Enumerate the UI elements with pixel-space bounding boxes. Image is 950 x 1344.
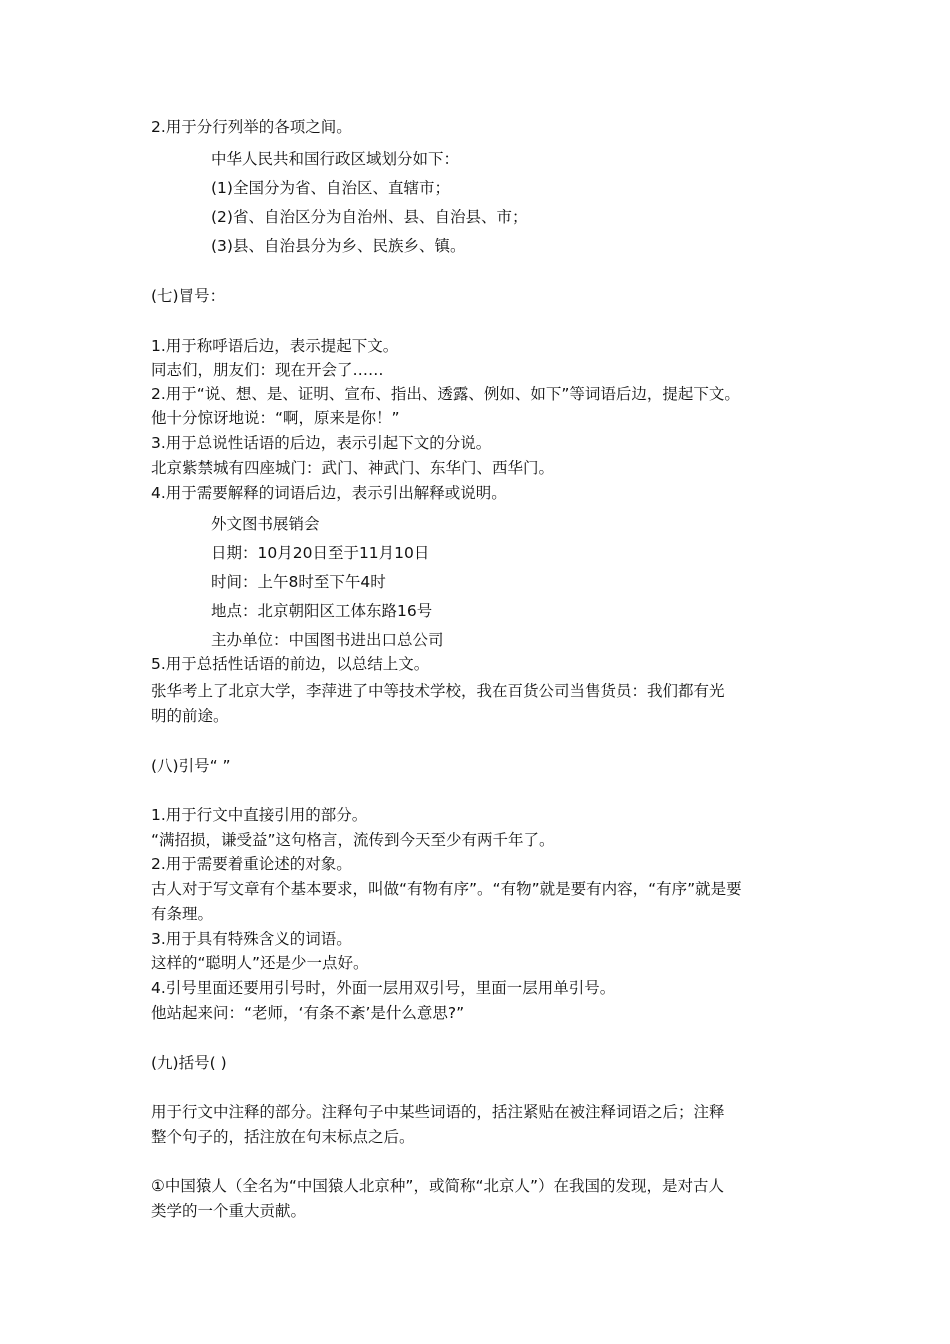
rule-line: 4.引号里面还要用引号时，外面一层用双引号，里面一层用单引号。 <box>151 979 616 997</box>
rule-line: 1.用于称呼语后边，表示提起下文。 <box>151 337 399 355</box>
example-line: 地点：北京朝阳区工体东路16号 <box>211 602 433 620</box>
example-list-item: (2)省、自治区分为自治州、县、自治县、市； <box>211 208 528 226</box>
example-list-item: (1)全国分为省、自治区、直辖市； <box>211 179 450 197</box>
rule-line: 用于行文中注释的部分。注释句子中某些词语的，括注紧贴在被注释词语之后；注释 <box>151 1103 725 1121</box>
section-heading-colon: (七)冒号： <box>151 287 226 305</box>
example-list-item: (3)县、自治县分为乡、民族乡、镇。 <box>211 237 466 255</box>
rule-line: 1.用于行文中直接引用的部分。 <box>151 806 368 824</box>
example-line: 日期：10月20日至于11月10日 <box>211 544 430 562</box>
example-line: 同志们，朋友们：现在开会了…… <box>151 361 384 379</box>
rule-line-cont: 整个句子的，括注放在句末标点之后。 <box>151 1128 415 1146</box>
example-line: 北京紫禁城有四座城门：武门、神武门、东华门、西华门。 <box>151 459 555 477</box>
example-line: “满招损，谦受益”这句格言，流传到今天至少有两千年了。 <box>151 831 555 849</box>
example-line: 张华考上了北京大学，李萍进了中等技术学校，我在百货公司当售货员：我们都有光 <box>151 682 725 700</box>
example-line: 他十分惊讶地说：“啊，原来是你！” <box>151 409 400 427</box>
example-line-cont: 有条理。 <box>151 905 214 923</box>
example-line: ①中国猿人（全名为“中国猿人北京种”，或简称“北京人”）在我国的发现，是对古人 <box>151 1177 725 1195</box>
example-line: 时间：上午8时至下午4时 <box>211 573 386 591</box>
rule-line: 5.用于总括性话语的前边，以总结上文。 <box>151 655 430 673</box>
example-line: 他站起来问：“老师，‘有条不紊’是什么意思?” <box>151 1004 465 1022</box>
rule-line: 4.用于需要解释的词语后边，表示引出解释或说明。 <box>151 484 507 502</box>
example-line-cont: 类学的一个重大贡献。 <box>151 1202 307 1220</box>
example-line: 外文图书展销会 <box>211 515 320 533</box>
example-line-cont: 明的前途。 <box>151 707 229 725</box>
example-line: 这样的“聪明人”还是少一点好。 <box>151 954 369 972</box>
example-heading-division: 中华人民共和国行政区域划分如下： <box>211 150 460 168</box>
rule-line: 3.用于具有特殊含义的词语。 <box>151 930 352 948</box>
example-line: 古人对于写文章有个基本要求，叫做“有物有序”。“有物”就是要有内容，“有序”就是要 <box>151 880 742 898</box>
rule-line: 2.用于需要着重论述的对象。 <box>151 855 352 873</box>
example-line: 主办单位：中国图书进出口总公司 <box>211 631 444 649</box>
rule-line: 2.用于“说、想、是、证明、宣布、指出、透露、例如、如下”等词语后边，提起下文。 <box>151 385 740 403</box>
item-2-list-usage: 2.用于分行列举的各项之间。 <box>151 118 352 136</box>
section-heading-parentheses: (九)括号( ) <box>151 1054 227 1072</box>
rule-line: 3.用于总说性话语的后边，表示引起下文的分说。 <box>151 434 492 452</box>
section-heading-quotes: (八)引号“ ” <box>151 757 231 775</box>
